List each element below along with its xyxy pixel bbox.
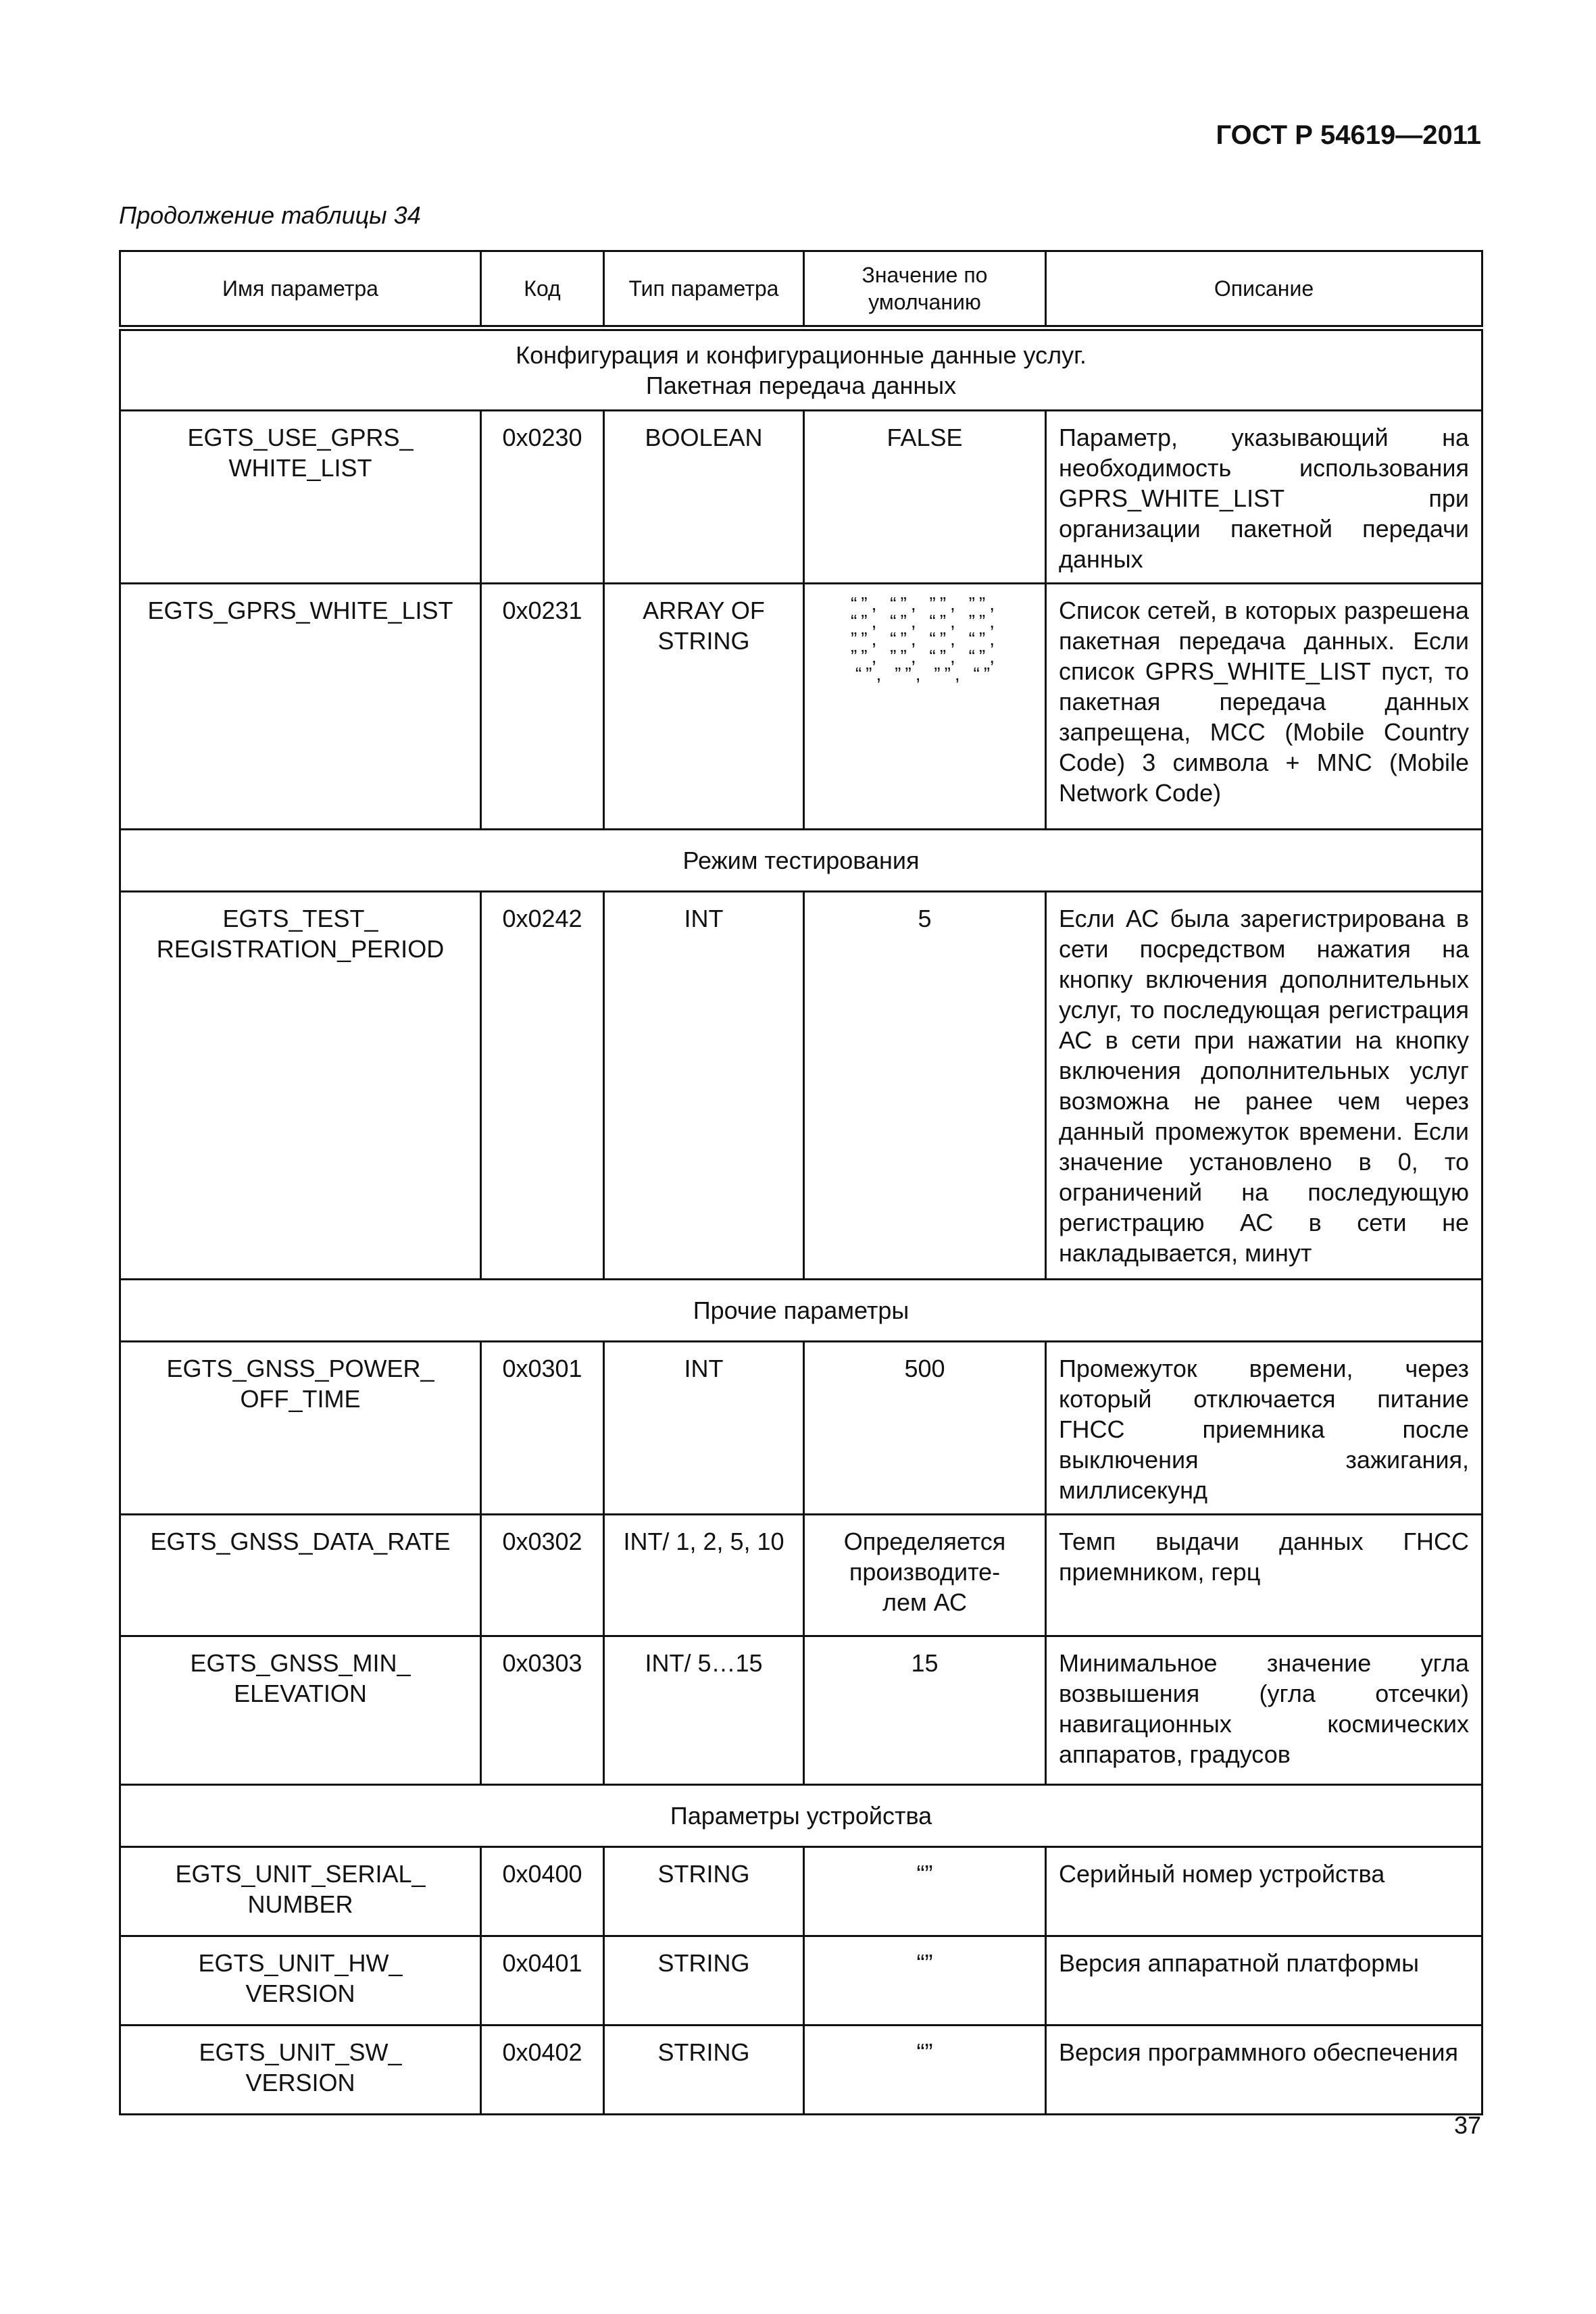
param-description-cell: Серийный номер устройства bbox=[1046, 1847, 1482, 1936]
param-description-cell: Промежуток времени, через который отключается питание ГНСС приемника после выключения зажигания, миллисекунд bbox=[1046, 1342, 1482, 1515]
param-description-cell: Если АС была зарегистрирована в сети посредством нажатия на кнопку включения дополнительных услуг, то последующая регистрация АС в сети при нажатии на кнопку включения дополнительных услуг возможна не ранее чем через данный промежуток времени. Если значение установлено в 0, то ограничений на последующую регистрацию АС в сети не накладывается, минут bbox=[1046, 892, 1482, 1280]
param-type-cell: INT/ 1, 2, 5, 10 bbox=[604, 1515, 804, 1636]
param-code-cell: 0x0231 bbox=[481, 584, 604, 830]
section-row bbox=[120, 830, 1482, 892]
param-name-cell: EGTS_UNIT_HW_ VERSION bbox=[120, 1936, 481, 2026]
param-description-cell: Список сетей, в которых разрешена пакетная передача данных. Если список GPRS_WHITE_LIST пуст, то пакетная передача данных запрещена, MCC (Mobile Country Code) 3 символа + MNC (Mobile Network Code) bbox=[1046, 584, 1482, 830]
param-name-cell: EGTS_GPRS_WHITE_LIST bbox=[120, 584, 481, 830]
table-row bbox=[120, 1515, 1482, 1636]
param-default-cell: FALSE bbox=[804, 411, 1046, 584]
param-name-cell: EGTS_GNSS_POWER_ OFF_TIME bbox=[120, 1342, 481, 1515]
param-name-cell: EGTS_TEST_ REGISTRATION_PERIOD bbox=[120, 892, 481, 1280]
param-default-cell: “” bbox=[804, 2026, 1046, 2115]
param-name-cell: EGTS_UNIT_SW_ VERSION bbox=[120, 2026, 481, 2115]
param-default-cell: Определяется производите- лем АС bbox=[804, 1515, 1046, 1636]
param-code-cell: 0x0401 bbox=[481, 1936, 604, 2026]
column-header-default: Значение по умолчанию bbox=[804, 251, 1046, 328]
param-name-cell: EGTS_UNIT_SERIAL_ NUMBER bbox=[120, 1847, 481, 1936]
param-code-cell: 0x0301 bbox=[481, 1342, 604, 1515]
param-description-cell: Параметр, указывающий на необходимость использования GPRS_WHITE_LIST при организации пакетной передачи данных bbox=[1046, 411, 1482, 584]
column-header-code: Код bbox=[481, 251, 604, 328]
table-caption: Продолжение таблицы 34 bbox=[119, 201, 421, 229]
document-standard-header: ГОСТ Р 54619—2011 bbox=[1216, 120, 1481, 150]
param-name-cell: EGTS_GNSS_MIN_ ELEVATION bbox=[120, 1636, 481, 1785]
table-row bbox=[120, 411, 1482, 584]
param-description-cell: Темп выдачи данных ГНСС приемником, герц bbox=[1046, 1515, 1482, 1636]
section-row bbox=[120, 1280, 1482, 1342]
param-type-cell: INT/ 5…15 bbox=[604, 1636, 804, 1785]
param-default-cell: 15 bbox=[804, 1636, 1046, 1785]
param-description-cell: Версия аппаратной платформы bbox=[1046, 1936, 1482, 2026]
param-code-cell: 0x0230 bbox=[481, 411, 604, 584]
column-header-type: Тип параметра bbox=[604, 251, 804, 328]
section-title: Параметры устройства bbox=[120, 1785, 1482, 1847]
param-name-cell: EGTS_GNSS_DATA_RATE bbox=[120, 1515, 481, 1636]
param-type-cell: INT bbox=[604, 892, 804, 1280]
param-type-cell: STRING bbox=[604, 1936, 804, 2026]
table-row bbox=[120, 1342, 1482, 1515]
column-header-name: Имя параметра bbox=[120, 251, 481, 328]
table-row bbox=[120, 584, 1482, 830]
param-code-cell: 0x0303 bbox=[481, 1636, 604, 1785]
section-row bbox=[120, 1785, 1482, 1847]
param-type-cell: STRING bbox=[604, 1847, 804, 1936]
section-title: Конфигурация и конфигурационные данные услуг. Пакетная передача данных bbox=[120, 328, 1482, 411]
param-code-cell: 0x0400 bbox=[481, 1847, 604, 1936]
param-type-cell: BOOLEAN bbox=[604, 411, 804, 584]
page-number: 37 bbox=[1453, 2111, 1481, 2139]
param-default-cell: “” bbox=[804, 1936, 1046, 2026]
column-header-description: Описание bbox=[1046, 251, 1482, 328]
table-row bbox=[120, 1936, 1482, 2026]
section-row bbox=[120, 328, 1482, 411]
table-header-row bbox=[120, 251, 1482, 328]
param-description-cell: Минимальное значение угла возвышения (угла отсечки) навигационных космических аппаратов, градусов bbox=[1046, 1636, 1482, 1785]
param-default-cell: 5 bbox=[804, 892, 1046, 1280]
param-code-cell: 0x0242 bbox=[481, 892, 604, 1280]
table-row bbox=[120, 1636, 1482, 1785]
param-code-cell: 0x0302 bbox=[481, 1515, 604, 1636]
table-body bbox=[120, 328, 1482, 2115]
table-row bbox=[120, 892, 1482, 1280]
param-code-cell: 0x0402 bbox=[481, 2026, 604, 2115]
param-type-cell: ARRAY OF STRING bbox=[604, 584, 804, 830]
param-description-cell: Версия программного обеспечения bbox=[1046, 2026, 1482, 2115]
table-row bbox=[120, 1847, 1482, 1936]
section-title: Режим тестирования bbox=[120, 830, 1482, 892]
param-name-cell: EGTS_USE_GPRS_ WHITE_LIST bbox=[120, 411, 481, 584]
param-type-cell: STRING bbox=[604, 2026, 804, 2115]
param-default-cell: “”, “”, ””, ””, “”, “”, “”, ””, ””, “”, “”, “”, ””, ””, “”, “”, “”, ””, ””, “” bbox=[804, 584, 1046, 830]
param-type-cell: INT bbox=[604, 1342, 804, 1515]
parameters-table bbox=[119, 250, 1483, 2115]
table-row bbox=[120, 2026, 1482, 2115]
param-default-cell: 500 bbox=[804, 1342, 1046, 1515]
section-title: Прочие параметры bbox=[120, 1280, 1482, 1342]
param-default-cell: “” bbox=[804, 1847, 1046, 1936]
